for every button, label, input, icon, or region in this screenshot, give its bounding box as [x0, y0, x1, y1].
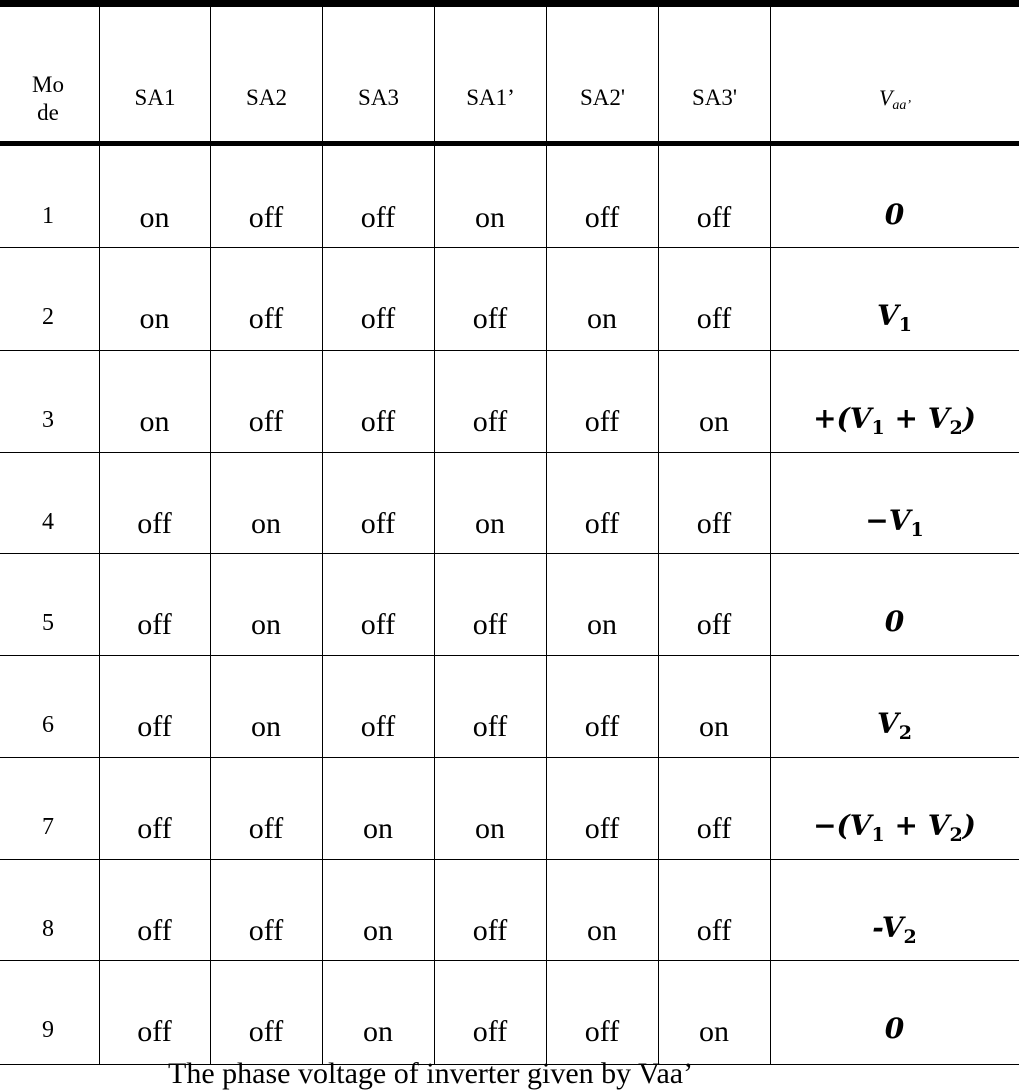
mode-number: 6: [42, 712, 54, 738]
switch-state: off: [137, 608, 172, 641]
switch-state: off: [137, 507, 172, 540]
switch-state: off: [472, 710, 508, 743]
voltage-subscript: 2: [949, 417, 963, 439]
switch-state: off: [584, 812, 620, 845]
voltage-term: 0: [884, 1012, 905, 1045]
switch-state: off: [584, 201, 620, 234]
row-divider: [0, 859, 1019, 860]
voltage-term: −V: [865, 504, 911, 537]
voltage-subscript: 1: [898, 314, 912, 336]
switch-state: off: [696, 914, 732, 947]
switch-state: on: [251, 608, 281, 641]
switch-state: off: [360, 608, 396, 641]
switch-state: on: [587, 608, 617, 641]
switch-state: off: [360, 507, 396, 540]
header-vaa-symbol: V: [878, 85, 893, 110]
voltage-subscript: 2: [898, 722, 912, 744]
voltage-subscript: 2: [949, 824, 963, 846]
phase-voltage: [770, 402, 1019, 439]
switch-state: off: [360, 405, 396, 438]
switch-state: off: [472, 1015, 508, 1048]
row-divider: [0, 350, 1019, 351]
voltage-term: ): [962, 402, 976, 435]
switch-state: off: [696, 812, 732, 845]
header-vaa: [771, 84, 1019, 120]
switch-state: off: [137, 1015, 172, 1048]
switch-state: off: [472, 608, 508, 641]
switch-state: on: [251, 710, 281, 743]
header-sa2-prime: SA2': [579, 85, 626, 110]
switch-state: off: [248, 201, 284, 234]
switch-state: off: [696, 201, 732, 234]
mode-number: 1: [42, 203, 54, 229]
header-sa1-prime: SA1’: [466, 85, 515, 110]
mode-number: 3: [42, 407, 54, 433]
phase-voltage: [770, 809, 1019, 846]
switch-state: off: [360, 302, 396, 335]
switch-state: off: [360, 201, 396, 234]
mode-number: 7: [42, 814, 54, 840]
voltage-term: 0: [884, 605, 905, 638]
mode-number: 9: [42, 1017, 54, 1043]
switch-state: on: [139, 201, 170, 234]
switch-state: off: [248, 1015, 284, 1048]
switch-state: on: [587, 302, 617, 335]
phase-voltage: [770, 504, 1019, 541]
row-divider: [0, 553, 1019, 554]
header-sa2: SA2: [246, 85, 287, 110]
header-mode-line2: de: [37, 100, 59, 125]
voltage-term: + V: [884, 809, 950, 842]
switch-state: off: [137, 710, 172, 743]
mode-number: 5: [42, 610, 54, 636]
phase-voltage: [770, 911, 1019, 948]
phase-voltage: [770, 198, 1019, 231]
switch-state: on: [699, 710, 729, 743]
voltage-subscript: 1: [910, 519, 924, 541]
voltage-term: -V: [872, 911, 904, 944]
switch-state: off: [248, 812, 284, 845]
switch-state: off: [248, 405, 284, 438]
row-divider: [0, 247, 1019, 248]
voltage-subscript: 1: [871, 417, 885, 439]
switch-state: off: [360, 710, 396, 743]
switch-state: on: [363, 914, 393, 947]
header-mode: [26, 71, 70, 127]
voltage-subscript: 1: [871, 824, 885, 846]
voltage-term: 0: [884, 198, 905, 231]
switch-state: off: [137, 812, 172, 845]
voltage-term: V: [877, 299, 899, 332]
table-caption: The phase voltage of inverter given by Vaa’: [168, 1057, 694, 1090]
switch-state: off: [137, 914, 172, 947]
header-divider: [0, 141, 1019, 146]
mode-number: 2: [42, 304, 54, 330]
header-mode-line1: Mo: [32, 72, 64, 97]
header-vaa-subscript: aa’: [892, 98, 912, 113]
header-sa3: SA3: [358, 85, 399, 110]
switch-state: off: [696, 608, 732, 641]
row-divider: [0, 655, 1019, 656]
switch-state: off: [472, 405, 508, 438]
header-sa3-prime: SA3': [691, 85, 738, 110]
phase-voltage: [770, 299, 1019, 336]
row-divider: [0, 452, 1019, 453]
switch-state: off: [584, 507, 620, 540]
switch-state: off: [472, 302, 508, 335]
switch-state: on: [587, 914, 617, 947]
row-divider: [0, 960, 1019, 961]
switch-state: on: [475, 201, 505, 234]
phase-voltage: [770, 1012, 1019, 1045]
switch-state: on: [363, 812, 393, 845]
switch-state: on: [475, 507, 505, 540]
switch-state: on: [139, 302, 170, 335]
switch-state: off: [472, 914, 508, 947]
voltage-term: V: [877, 707, 899, 740]
mode-number: 8: [42, 916, 54, 942]
row-divider: [0, 757, 1019, 758]
voltage-term: −(V: [813, 809, 872, 842]
switch-state: on: [475, 812, 505, 845]
voltage-term: ): [962, 809, 976, 842]
switch-state: on: [139, 405, 170, 438]
phase-voltage: [770, 605, 1019, 638]
switch-state: on: [699, 405, 729, 438]
voltage-term: +(V: [813, 402, 872, 435]
switch-state: off: [584, 710, 620, 743]
mode-number: 4: [42, 509, 54, 535]
switch-state: on: [699, 1015, 729, 1048]
switch-state: on: [363, 1015, 393, 1048]
switch-state: off: [584, 405, 620, 438]
switch-state: off: [696, 507, 732, 540]
voltage-term: + V: [884, 402, 950, 435]
switch-state: off: [696, 302, 732, 335]
header-sa1: SA1: [134, 85, 176, 110]
switch-state: on: [251, 507, 281, 540]
voltage-subscript: 2: [903, 926, 917, 948]
switch-state: off: [584, 1015, 620, 1048]
switch-state: off: [248, 914, 284, 947]
switch-state: off: [248, 302, 284, 335]
phase-voltage: [770, 707, 1019, 744]
